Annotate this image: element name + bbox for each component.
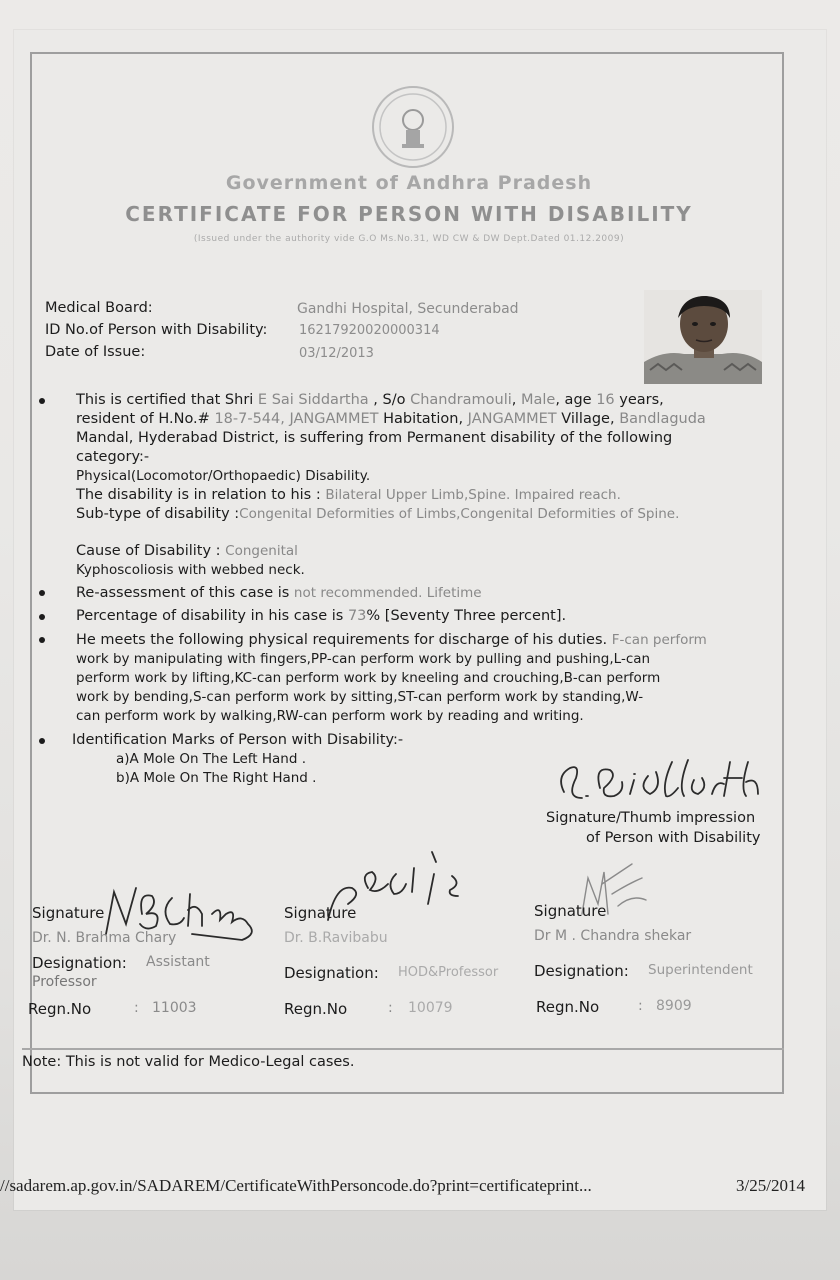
signatory-2-name: Dr. B.Ravibabu [284, 930, 388, 946]
percentage-line: Percentage of disability in his case is 73% [Seventy Three percent]. [76, 608, 567, 624]
bullet [39, 738, 45, 744]
cause-value-2: Kyphoscoliosis with webbed neck. [76, 562, 305, 578]
bullet [39, 614, 45, 620]
certificate-sheet [14, 30, 826, 1210]
disability-category: Physical(Locomotor/Orthopaedic) Disability. [76, 468, 371, 484]
cause-line: Cause of Disability : Congenital [76, 543, 298, 559]
cert-line-2: resident of H.No.# 18-7-544, JANGAMMET Habitation, JANGAMMET Village, Bandlaguda [76, 411, 706, 427]
signatory-3-regn-sep: : [638, 998, 643, 1014]
person-name: E Sai Siddartha [257, 392, 369, 408]
signatory-2-regn-sep: : [388, 1000, 393, 1016]
requirements-line-3: perform work by lifting,KC-can perform work by kneeling and crouching,B-can perform [76, 670, 661, 686]
signatory-1-regn-sep: : [134, 1000, 139, 1016]
age: 16 [596, 392, 615, 408]
signatory-1-designation-label: Designation: [32, 954, 127, 972]
signatory-3-designation: Superintendent [648, 962, 753, 978]
note-text: Note: This is not valid for Medico-Legal cases. [22, 1054, 355, 1070]
medical-board-label: Medical Board: [45, 300, 153, 316]
signatory-1-regn-label: Regn.No [28, 1000, 92, 1018]
subtype-value: Congenital Deformities of Limbs,Congenital Deformities of Spine. [239, 506, 680, 522]
state-emblem-icon [370, 84, 456, 170]
signatory-2-signature-label: Signature [284, 904, 357, 922]
cause-value: Congenital [225, 543, 298, 559]
bullet [39, 398, 45, 404]
person-signature-label-1: Signature/Thumb impression [546, 810, 756, 826]
relation-value: Bilateral Upper Limb,Spine. Impaired reach. [325, 487, 621, 503]
footer-date: 3/25/2014 [736, 1176, 805, 1195]
house-no: 18-7-544, [214, 411, 285, 427]
signatory-3-name: Dr M . Chandra shekar [534, 928, 692, 944]
signatory-2-regn-label: Regn.No [284, 1000, 348, 1018]
footer-url: //sadarem.ap.gov.in/SADAREM/CertificateWithPersoncode.do?print=certificateprint... [0, 1176, 592, 1195]
signatory-3-signature-label: Signature [534, 902, 607, 920]
father-name: Chandramouli [410, 392, 512, 408]
signatory-1-signature-label: Signature [32, 904, 105, 922]
issued-under-text: (Issued under the authority vide G.O Ms.No.31, WD CW & DW Dept.Dated 01.12.2009) [193, 234, 625, 244]
id-label: ID No.of Person with Disability: [45, 322, 268, 338]
habitation: JANGAMMET [289, 411, 379, 427]
person-signature-label-2: of Person with Disability [586, 830, 761, 846]
certificate-border [22, 52, 784, 1094]
reassessment-line: Re-assessment of this case is not recommended. Lifetime [76, 585, 482, 601]
cert-line-3: Mandal, Hyderabad District, is suffering from Permanent disability of the following [76, 430, 673, 446]
requirements-line-2: work by manipulating with fingers,PP-can perform work by pulling and pushing,L-can [76, 651, 651, 667]
bullet [39, 637, 45, 643]
percentage-value: 73 [347, 608, 367, 624]
certificate-title: CERTIFICATE FOR PERSON WITH DISABILITY [125, 202, 693, 226]
signatory-1-designation: Assistant [146, 954, 210, 970]
person-handwritten-signature [552, 758, 782, 812]
identification-mark-2: b)A Mole On The Right Hand . [116, 770, 317, 786]
signatory-1-name: Dr. N. Brahma Chary [32, 930, 177, 946]
cert-line-4: category:- [76, 449, 150, 465]
medical-board-value: Gandhi Hospital, Secunderabad [297, 301, 519, 317]
person-photo [644, 290, 762, 384]
mandal: Bandlaguda [619, 411, 706, 427]
date-of-issue-label: Date of Issue: [45, 344, 146, 360]
signatory-2-regn: 10079 [408, 1000, 453, 1016]
signatory-1-designation-2: Professor [32, 974, 97, 990]
signatory-2-designation-label: Designation: [284, 964, 379, 982]
cert-line-1: This is certified that Shri E Sai Siddartha , S/o Chandramouli, Male, age 16 years, [76, 392, 664, 408]
signatory-2-designation: HOD&Professor [398, 965, 499, 980]
village: JANGAMMET [467, 411, 557, 427]
subtype-line: Sub-type of disability :Congenital Deformities of Limbs,Congenital Deformities of Spine. [76, 506, 680, 522]
id-value: 16217920020000314 [299, 323, 440, 338]
requirements-line-4: work by bending,S-can perform work by sitting,ST-can perform work by standing,W- [76, 689, 644, 705]
bullet [39, 590, 45, 596]
signatory-3-regn: 8909 [656, 998, 692, 1014]
relation-line: The disability is in relation to his : Bilateral Upper Limb,Spine. Impaired reach. [76, 487, 621, 503]
identification-label: Identification Marks of Person with Disability:- [72, 732, 404, 748]
government-heading: Government of Andhra Pradesh [225, 172, 593, 194]
requirements-line-5: can perform work by walking,RW-can perform work by reading and writing. [76, 708, 584, 724]
district: Hyderabad [137, 430, 218, 446]
reassessment-value: not recommended. Lifetime [293, 585, 482, 601]
identification-mark-1: a)A Mole On The Left Hand . [116, 751, 307, 767]
signatory-3-designation-label: Designation: [534, 962, 629, 980]
note-divider [22, 1048, 784, 1050]
gender: Male [520, 392, 556, 408]
date-of-issue-value: 03/12/2013 [299, 346, 374, 361]
signatory-1-regn: 11003 [152, 1000, 197, 1016]
requirements-line-1: He meets the following physical requirements for discharge of his duties. F-can perform [76, 632, 707, 648]
signatory-3-regn-label: Regn.No [536, 998, 600, 1016]
